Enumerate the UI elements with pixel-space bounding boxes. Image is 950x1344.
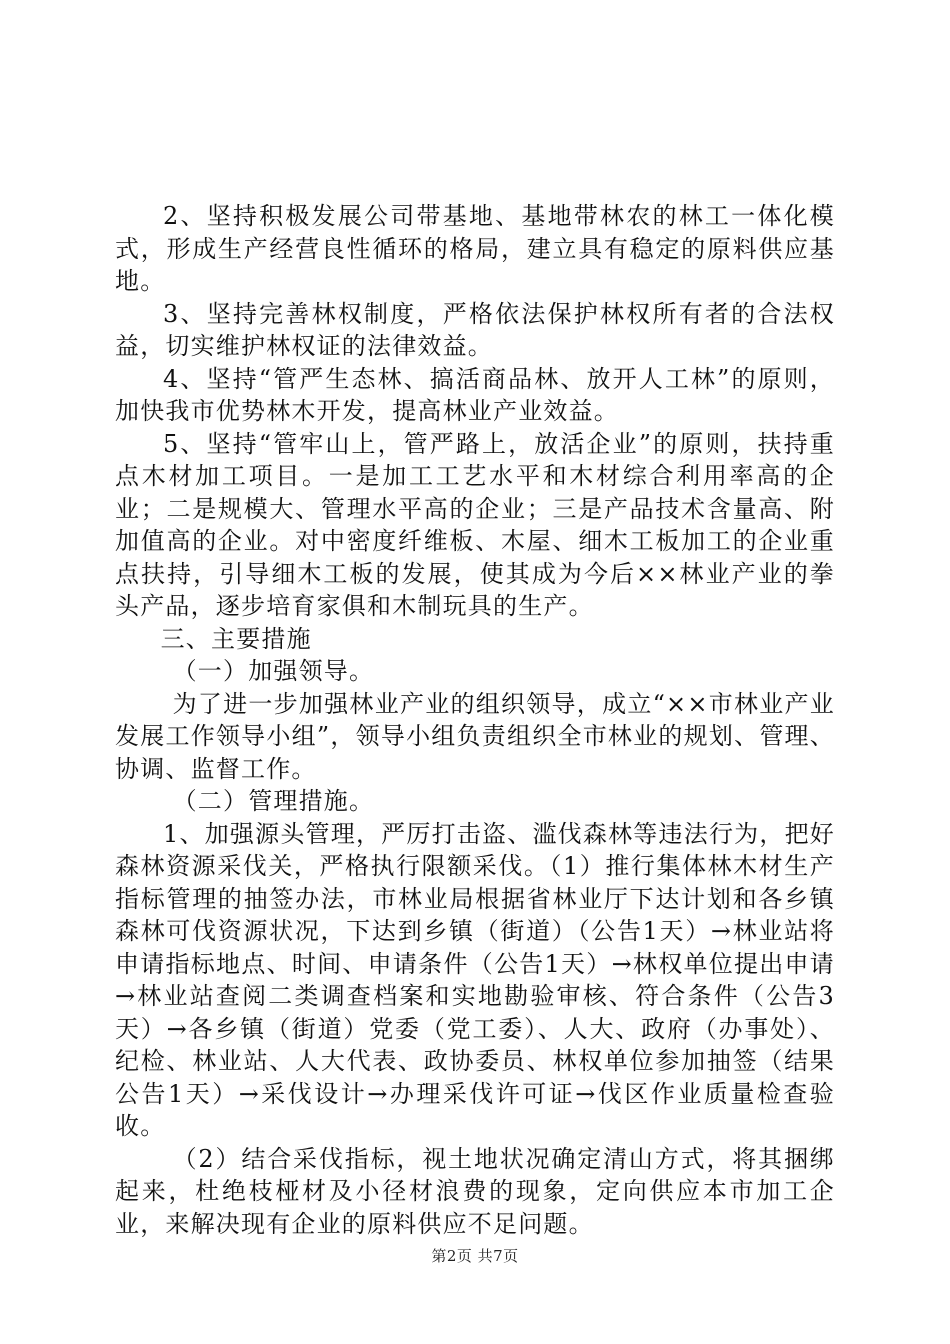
paragraph-2: 2、坚持积极发展公司带基地、基地带林农的林工一体化模式，形成生产经营良性循环的格局，建立具有稳定的原料供应基地。 [115,202,835,295]
section-heading-measures: 三、主要措施 [160,624,312,653]
paragraph-leadership: 为了进一步加强林业产业的组织领导，成立“××市林业产业发展工作领导小组”，领导小组负责组织全市林业的规划、管理、协调、监督工作。 [115,689,835,783]
page-number: 第2页 共7页 [431,1247,519,1265]
subheading-leadership: （一）加强领导。 [172,657,375,685]
document-body [115,200,835,1240]
paragraph-source-management: 1、加强源头管理，严厉打击盗、滥伐森林等违法行为，把好森林资源采伐关，严格执行限额采伐。（1）推行集体林木材生产指标管理的抽签办法，市林业局根据省林业厅下达计划和各乡镇森林可伐资源状况，下达到乡镇（街道）（公告1天）→林业站将申请指标地点、时间、申请条件（公告1天）→林权单位提出申请→林业站查阅二类调查档案和实地勘验审核、符合条件（公告3天）→各乡镇（街道）党委（党工委）、人大、政府（办事处）、纪检、林业站、人大代表、政协委员、林权单位参加抽签（结果公告1天）→采伐设计→办理采伐许可证→伐区作业质量检查验收。 [115,819,835,1140]
paragraph-3: 3、坚持完善林权制度，严格依法保护林权所有者的合法权益，切实维护林权证的法律效益。 [115,299,835,360]
paragraph-logging-quota: （2）结合采伐指标，视土地状况确定清山方式，将其捆绑起来，杜绝枝桠材及小径材浪费的现象，定向供应本市加工企业，来解决现有企业的原料供应不足问题。 [115,1144,835,1238]
subheading-management: （二）管理措施。 [172,787,375,815]
paragraph-5: 5、坚持“管牢山上，管严路上，放活企业”的原则，扶持重点木材加工项目。一是加工工艺水平和木材综合利用率高的企业；二是规模大、管理水平高的企业；三是产品技术含量高、附加值高的企业。对中密度纤维板、木屋、细木工板加工的企业重点扶持，引导细木工板的发展，使其成为今后××林业产业的拳头产品，逐步培育家俱和木制玩具的生产。 [115,429,835,620]
paragraph-4: 4、坚持“管严生态林、搞活商品林、放开人工林”的原则，加快我市优势林木开发，提高林业产业效益。 [115,364,835,425]
